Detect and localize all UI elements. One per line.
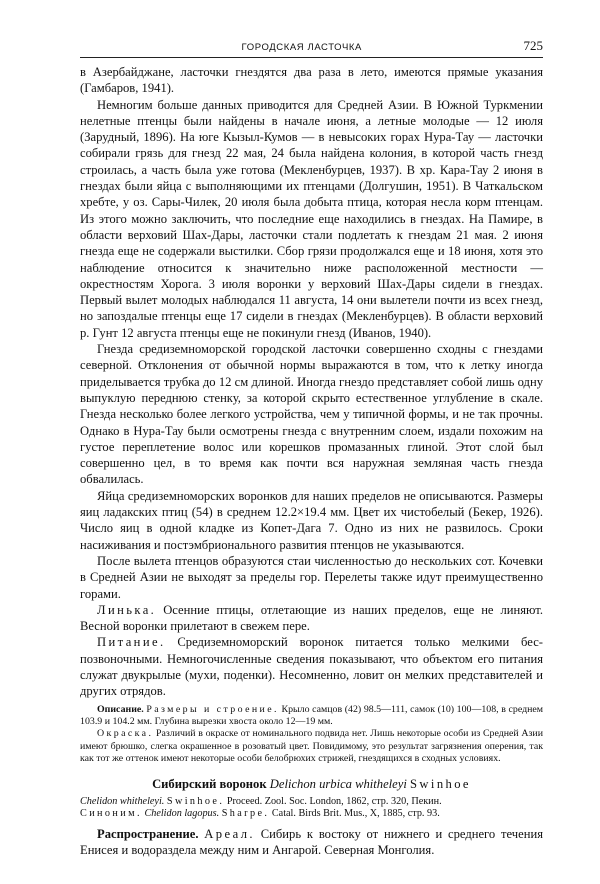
species-name-lat: Delichon urbica whitheleyi <box>269 776 407 791</box>
distribution-text: Сибирь к востоку от нижнего и среднего течения Енисея и водораздела между ним и Ангарой. Северная Монголия. <box>80 826 543 858</box>
paragraph-central-asia: Немногим больше данных приводится для Средней Азии. В Южной Туркмении нелетные птенцы были найдены в начале июня, а летные молодые — 12 июля (Зарудный, 1896). На юге Кызыл-Кумов — в невысоких горах Нура-Тау — ласточки собирали грязь для гнезд 22 мая, 24 была найдена колония, в которой часть гнезд строилась, а часть была уже готова (Мекленбурцев, 1937). В хр. Кара-Тау 2 июня в гнездах были яйца с выполняющими их птенцами (Долгушин, 1951). В Чаткальском хребте, у оз. Сары-Чилек, 20 июля была добыта птица, которая несла корм птенцам. Из этого можно заключить, что последние еще находились в гнездах. На Памире, в области верховий Шах-Дары, ласточки стали подлетать к гнездам 21 мая. 2 июня гнезда еще не содержали выстилки. Сбор грязи продолжался еще и 18 июня, хотя это наблюдение относится к значительно ниже расположенной местности — окрестностям Хорога. 3 июля воронки у верховий Шах-Дары сидели в гнездах. Первый вылет молодых наблюдался 11 августа, 14 они вылетели почти из всех гнезд, но запоздалые птенцы еще 17 сидели в гнездах (Мекленбурцев). В области верховий р. Гунт 12 августа птенцы еще не покинули гнезд (Иванов, 1940). <box>80 97 543 340</box>
species-name-ru: Сибирский воронок <box>152 776 267 791</box>
synonym-second-ref: Catal. Birds Brit. Mus., X, 1885, стр. 93. <box>269 808 440 820</box>
molt-label: Линька. <box>97 602 157 617</box>
paragraph-eggs: Яйца средиземноморских воронков для наших пределов не описываются. Размеры яиц ладакских птиц (54) в среднем 12.2×19.4 мм. Цвет их чистобелый (Бекер, 1926). Число яиц в одной кладке из Копет-Дага 7. Одно из них не развилось. Сроки насиживания и постэмбрионального развития птенцов не указываются. <box>80 488 543 552</box>
synonym-label: Синоним. <box>80 808 142 820</box>
synonym-original <box>80 796 543 809</box>
running-head-title: ГОРОДСКАЯ ЛАСТОЧКА <box>241 42 362 53</box>
distribution-label: Распространение. <box>97 826 199 841</box>
species-heading <box>80 777 543 792</box>
synonym-second-author: Sharpe. <box>221 808 270 820</box>
description-coloration <box>80 728 543 765</box>
synonym-second-name: Chelidon lagopus. <box>144 808 220 820</box>
synonym-second <box>80 808 543 821</box>
paragraph-distribution <box>80 826 543 859</box>
molt-text: Осенние птицы, отлетающие из наших пределов, еще не линяют. Весной воронки прилетают в свежем пере. <box>80 602 543 634</box>
synonym-original-name: Chelidon whitheleyi. <box>80 795 165 807</box>
sizes-label: Размеры и строение. <box>146 703 279 715</box>
paragraph-feeding <box>80 634 543 699</box>
species-author: Swinhoe <box>410 776 471 791</box>
synonym-original-author: Swinhoe. <box>166 795 225 807</box>
synonym-original-ref: Proceed. Zool. Soc. London, 1862, стр. 320, Пекин. <box>224 795 442 807</box>
book-page <box>80 38 543 858</box>
range-label: Ареал. <box>204 826 255 841</box>
coloration-text: Различий в окраске от номинального подвида нет. Лишь некоторые особи из Средней Азии имеют брюшко, слегка окрашенное в розоватый цвет. Повидимому, это результат загрязнения оперения, так как тот же оттенок имеют некоторые особи белобрюхих стрижей, гнездящихся в сходных условиях. <box>80 728 543 765</box>
paragraph-azerbaijan: в Азербайджане, ласточки гнездятся два раза в лето, имеются прямые указания (Гамбаров, 1941). <box>80 65 543 96</box>
coloration-label: Окраска. <box>97 728 154 740</box>
description-sizes <box>80 704 543 729</box>
paragraph-molt <box>80 602 543 635</box>
feeding-label: Питание. <box>97 635 166 650</box>
paragraph-nests: Гнезда средиземноморской городской ласточки совершенно сходны с гнездами северной. Отклонения от обычной нормы выражаются в том, что к летку иногда приделывается трубка до 12 см длиной. Иногда гнездо представляет собой лишь одну выпуклую переднюю стенку, за которой скрыто естественное углубление в скале. Гнезда несколько более легкого устройства, чем у типичной формы, и не так прочны. Однако в Нура-Тау были осмотрены гнезда с внутренним слоем, издали похожим на густое переплетение волос или корешков промазанных глиной. Этот слой был совершенно цел, в то время как почти вся наружная земляная часть гнезда обвалилась. <box>80 342 543 487</box>
paragraph-migration: После вылета птенцов образуются стаи численностью до нескольких сот. Кочевки в Средней Азии не выходят за пределы гор. Перелеты также идут преимущественно горами. <box>80 553 543 601</box>
running-head <box>80 38 543 58</box>
sizes-text: Крыло самцов (42) 98.5—111, самок (10) 100—108, в среднем 103.9 и 104.2 мм. Глубина вырезки хвоста около 12—19 мм. <box>80 703 544 727</box>
description-label: Описание. <box>97 703 144 715</box>
feeding-text: Средиземноморский воронок питается только мелкими беспозвоночными. Немногочисленные сведения показывают, что объектом его питания служат двукрылые (мухи, поденки). Несомненно, ловит он мелких представителей и других отрядов. <box>80 635 543 699</box>
page-number: 725 <box>523 38 543 53</box>
